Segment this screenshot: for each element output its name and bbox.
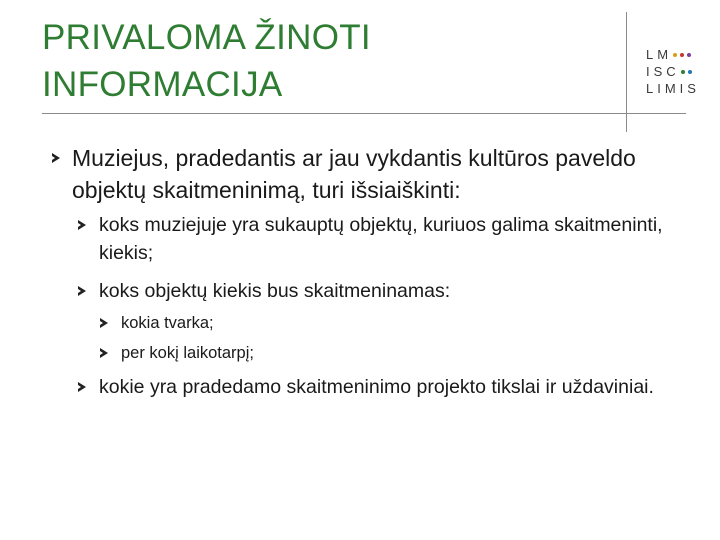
logo-dots-row2	[681, 70, 692, 74]
bullet-l1-museum: Muziejus, pradedantis ar jau vykdantis kultūros paveldo objektų skaitmeninimą, turi išsiaiškinti:	[72, 145, 636, 203]
slide-title	[42, 14, 602, 108]
logo-text-limis: LIMIS	[646, 81, 700, 96]
bullet-arrow-icon	[100, 318, 108, 328]
bullet-arrow-icon	[100, 348, 108, 358]
bullet-arrow-icon	[78, 220, 86, 230]
logo-dot	[687, 53, 691, 57]
logo-dot	[688, 70, 692, 74]
title-line-2: INFORMACIJA	[42, 65, 283, 104]
bullet-arrow-icon	[52, 153, 60, 163]
logo-dot	[681, 70, 685, 74]
bullet-arrow-icon	[78, 286, 86, 296]
logo-dot	[680, 53, 684, 57]
logo-text-lm: LM	[646, 47, 673, 62]
bullet-l2-project-goals: kokie yra pradedamo skaitmeninimo projekto tikslai ir uždaviniai.	[99, 376, 654, 398]
bullet-l2-collected-objects: koks muziejuje yra sukauptų objektų, kuriuos galima skaitmeninti, kiekis;	[99, 214, 663, 264]
bullet-l2-digitized-amount: koks objektų kiekis bus skaitmeninamas:	[99, 280, 451, 302]
logo-dot	[673, 53, 677, 57]
logo-divider	[626, 12, 627, 132]
bullet-arrow-icon	[78, 382, 86, 392]
lmisc-limis-logo	[646, 46, 716, 97]
bullet-l3-order: kokia tvarka;	[121, 314, 214, 332]
title-divider	[42, 113, 686, 114]
title-line-1: PRIVALOMA ŽINOTI	[42, 18, 371, 57]
logo-dots-row1	[673, 53, 691, 57]
logo-text-isc: ISC	[646, 64, 680, 79]
bullet-l3-period: per kokį laikotarpį;	[121, 344, 254, 362]
